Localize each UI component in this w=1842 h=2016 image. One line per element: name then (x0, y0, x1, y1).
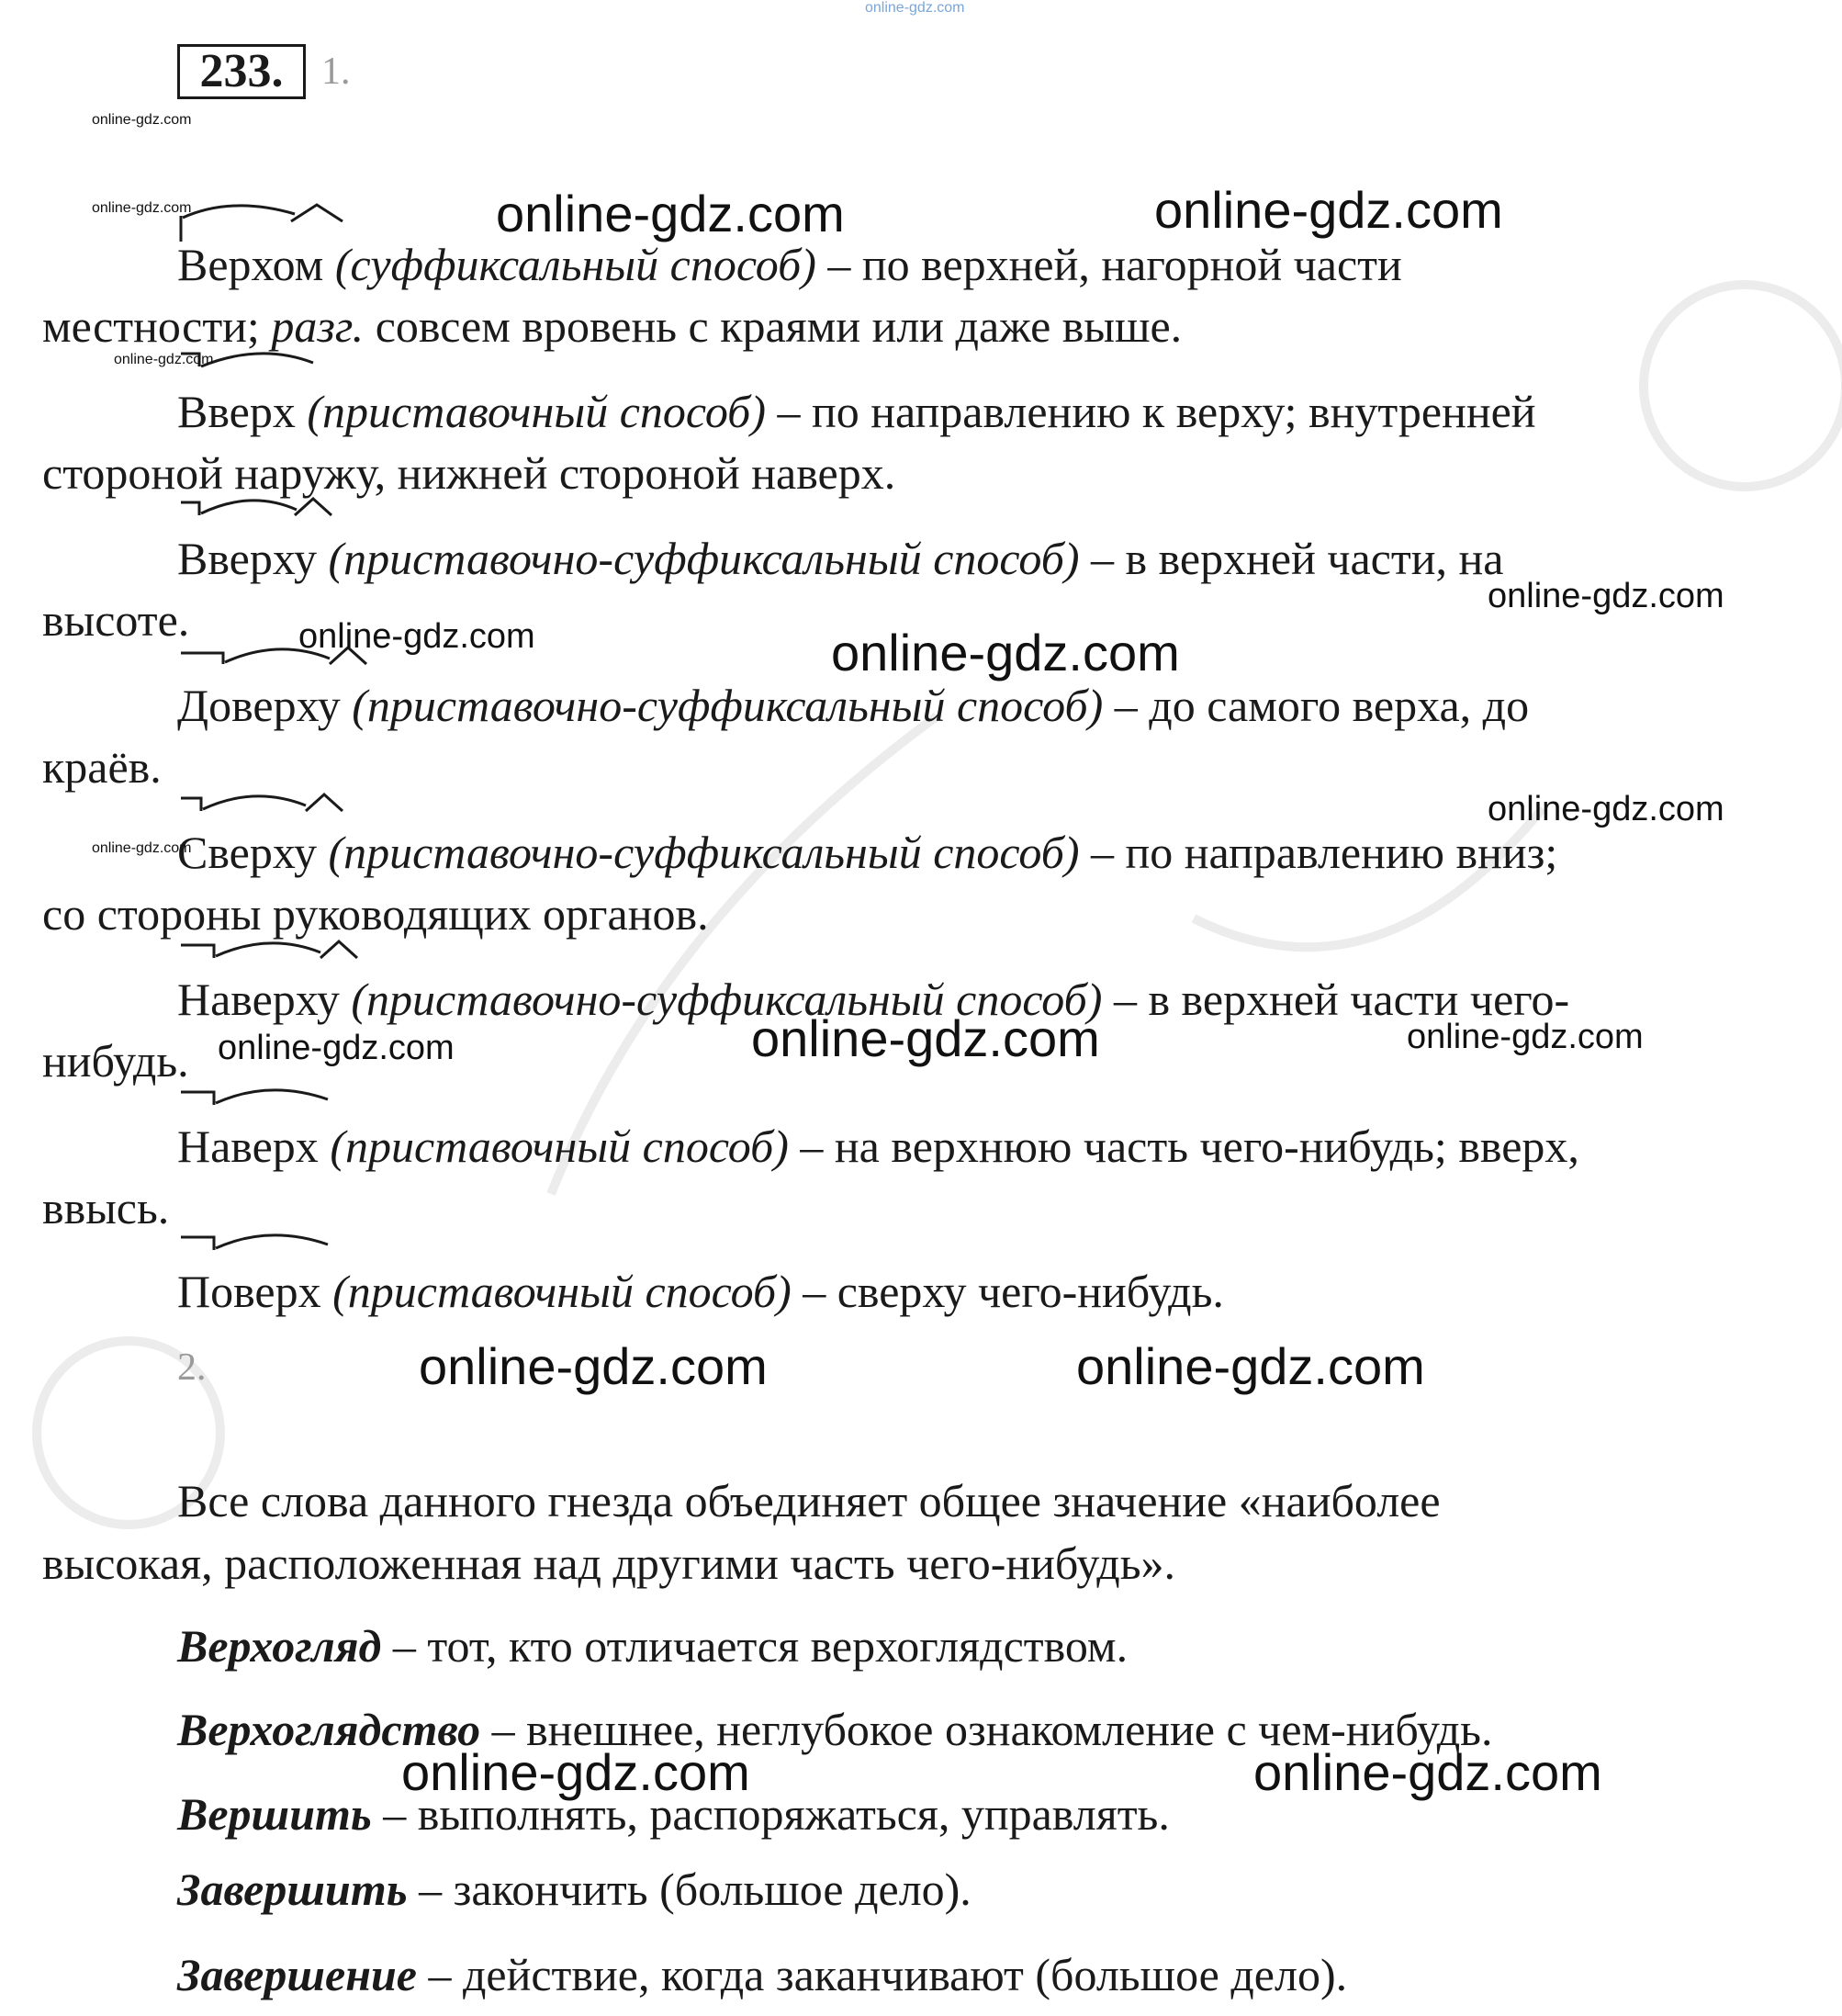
dict-definition: – закончить (большое дело). (419, 1864, 972, 1915)
morpheme-mark (177, 934, 388, 980)
watermark: online-gdz.com (1488, 790, 1724, 828)
entry-method: (приставочно-суффиксальный способ) (351, 974, 1103, 1025)
entry-method: (суффиксальный способ) (334, 239, 816, 290)
entry-abbr: разг. (271, 300, 365, 352)
dict-term: Верхогляд (177, 1620, 382, 1672)
entry-1 (42, 234, 1824, 357)
morpheme-mark (177, 787, 361, 833)
entry-definition: – по верхней, нагорной части (827, 239, 1402, 290)
watermark: online-gdz.com (751, 1009, 1100, 1067)
watermark: online-gdz.com (218, 1029, 455, 1067)
entry-definition: – в верхней части, на (1091, 533, 1504, 584)
summary-line-2: высокая, расположенная над другими часть чего-нибудь». (42, 1537, 1176, 1589)
watermark: online-gdz.com (1154, 181, 1503, 239)
watermark: online-gdz.com (401, 1743, 750, 1801)
entry-definition: – по направлению к верху; внутренней (777, 386, 1536, 437)
watermark: online-gdz.com (496, 185, 845, 242)
dict-definition: – тот, кто отличается верхоглядством. (392, 1620, 1129, 1672)
watermark: online-gdz.com (298, 617, 535, 656)
part2-label: 2. (177, 1346, 207, 1389)
dict-item-1 (177, 1618, 1128, 1673)
entry-word: Вверх (177, 381, 296, 443)
watermark: online-gdz.com (92, 840, 192, 856)
watermark: online-gdz.com (92, 112, 192, 128)
entry-8 (42, 1261, 1824, 1323)
entry-word: Вверху (177, 528, 317, 590)
entry-definition-cont: ввысь. (42, 1182, 170, 1233)
dict-term: Завершить (177, 1864, 408, 1915)
entry-definition-cont2: совсем вровень с краями или даже выше. (375, 300, 1183, 352)
entry-definition: – на верхнюю часть чего-нибудь; вверх, (800, 1121, 1579, 1172)
dict-definition: – действие, когда заканчивают (большое дело). (428, 1949, 1348, 2000)
dict-definition: – выполнять, распоряжаться, управлять. (383, 1788, 1170, 1840)
dict-definition: – внешнее, неглубокое ознакомление с чем-нибудь. (491, 1704, 1493, 1755)
entry-word: Наверх (177, 1116, 319, 1177)
entry-definition-cont: нибудь. (42, 1035, 189, 1087)
entry-word: Поверх (177, 1261, 321, 1323)
morpheme-mark (177, 1226, 361, 1272)
entry-word: Верхом (177, 234, 323, 296)
watermark: online-gdz.com (114, 352, 214, 367)
watermark: online-gdz.com (1407, 1018, 1644, 1056)
entry-definition-cont: стороной наружу, нижней стороной наверх. (42, 447, 896, 499)
entry-method: (приставочно-суффиксальный способ) (328, 827, 1080, 878)
dict-term: Завершение (177, 1949, 417, 2000)
watermark: online-gdz.com (92, 200, 192, 216)
dict-term: Верхоглядство (177, 1704, 481, 1755)
entry-definition: – по направлению вниз; (1091, 827, 1558, 878)
watermark: online-gdz.com (1076, 1337, 1425, 1395)
entry-definition-cont: краёв. (42, 741, 162, 793)
entry-definition-cont: местности; (42, 300, 260, 352)
entry-word: Доверху (177, 675, 341, 737)
entry-definition: – в верхней части чего- (1113, 974, 1570, 1025)
entry-4 (42, 675, 1824, 798)
entry-method: (приставочный способ) (330, 1121, 789, 1172)
entry-word: Наверху (177, 969, 340, 1031)
entry-definition: – до самого верха, до (1114, 680, 1530, 731)
entry-5 (42, 822, 1824, 945)
dict-item-5 (177, 1947, 1347, 2002)
top-watermark: online-gdz.com (865, 0, 965, 16)
entry-word: Сверху (177, 822, 317, 884)
morpheme-mark (177, 493, 361, 539)
entry-definition-cont: со стороны руководящих органов. (42, 888, 709, 940)
dict-term: Вершить (177, 1788, 372, 1840)
entry-2 (42, 381, 1824, 504)
watermark: online-gdz.com (419, 1337, 768, 1395)
watermark: online-gdz.com (1488, 577, 1724, 615)
entry-method: (приставочно-суффиксальный способ) (328, 533, 1080, 584)
part2-summary (42, 1470, 1824, 1594)
summary-line-1: Все слова данного гнезда объединяет общее значение «наиболее (177, 1475, 1441, 1526)
entry-definition-cont: высоте. (42, 594, 190, 646)
entry-method: (приставочный способ) (307, 386, 766, 437)
task-number: 233. (177, 44, 306, 99)
part1-label: 1. (321, 51, 351, 93)
dict-item-4 (177, 1862, 972, 1917)
entry-definition: – сверху чего-нибудь. (803, 1266, 1224, 1317)
watermark: online-gdz.com (1253, 1743, 1602, 1801)
morpheme-mark (177, 1081, 361, 1127)
entry-method: (приставочно-суффиксальный способ) (352, 680, 1104, 731)
entry-method: (приставочный способ) (332, 1266, 792, 1317)
entry-7 (42, 1116, 1824, 1239)
morpheme-mark (177, 199, 388, 245)
watermark: online-gdz.com (831, 624, 1180, 681)
